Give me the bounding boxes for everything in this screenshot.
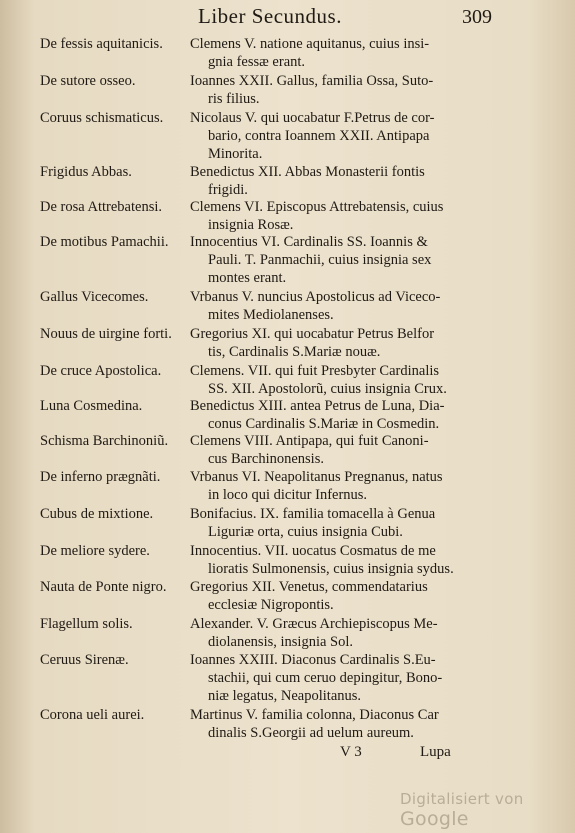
entry-text-line: stachii, qui cum ceruo depingitur, Bono-: [208, 670, 443, 686]
page-header: [0, 4, 575, 30]
entry-text-line: frigidi.: [208, 182, 248, 198]
entry-text-line: Benedictus XIII. antea Petrus de Luna, Dia-: [190, 398, 445, 414]
entry-motto: Schisma Barchinoniũ.: [40, 433, 169, 449]
entry-text-line: bario, contra Ioannem XXII. Antipapa: [208, 128, 430, 144]
entry-motto: De cruce Apostolica.: [40, 363, 162, 379]
entry-text-line: Clemens VIII. Antipapa, qui fuit Canoni-: [190, 433, 429, 449]
watermark-prefix: Digitalisiert von: [400, 790, 524, 808]
entry-text-line: tis, Cardinalis S.Mariæ nouæ.: [208, 344, 381, 360]
entry-text-line: Minorita.: [208, 146, 263, 162]
entry-text-line: SS. XII. Apostolorũ, cuius insignia Crux.: [208, 381, 447, 397]
entry-motto: Gallus Vicecomes.: [40, 289, 149, 305]
page-number: 309: [462, 6, 492, 28]
entry-text-line: montes erant.: [208, 270, 287, 286]
entry-motto: Coruus schismaticus.: [40, 110, 164, 126]
entry-motto: De motibus Pamachii.: [40, 234, 169, 250]
running-title: Liber Secundus.: [198, 4, 342, 28]
catchword: Lupa: [420, 744, 451, 760]
entry-text-line: Vrbanus V. nuncius Apostolicus ad Viceco-: [190, 289, 441, 305]
entry-motto: Nouus de uirgine forti.: [40, 326, 172, 342]
entry-text-line: Vrbanus VI. Neapolitanus Pregnanus, natus: [190, 469, 443, 485]
entry-text-line: gnia fessæ erant.: [208, 54, 306, 70]
entry-text-line: Bonifacius. IX. familia tomacella à Genua: [190, 506, 436, 522]
entry-motto: De meliore sydere.: [40, 543, 150, 559]
entry-text-line: conus Cardinalis S.Mariæ in Cosmedin.: [208, 416, 440, 432]
entry-text-line: diolanensis, insignia Sol.: [208, 634, 353, 650]
entry-motto: De rosa Attrebatensi.: [40, 199, 163, 215]
entry-text-line: Ioannes XXII. Gallus, familia Ossa, Suto-: [190, 73, 434, 89]
page-footer: [0, 744, 575, 768]
entry-text-line: Clemens VI. Episcopus Attrebatensis, cuius: [190, 199, 444, 215]
entry-motto: Cubus de mixtione.: [40, 506, 154, 522]
entry-motto: De sutore osseo.: [40, 73, 136, 89]
entry-text-line: Nicolaus V. qui uocabatur F.Petrus de cor-: [190, 110, 435, 126]
entry-text-line: insignia Rosæ.: [208, 217, 294, 233]
entry-text-line: in loco qui dicitur Infernus.: [208, 487, 368, 503]
entry-motto: Luna Cosmedina.: [40, 398, 143, 414]
entry-motto: De inferno prægnãti.: [40, 469, 161, 485]
entry-text-line: Gregorius XI. qui uocabatur Petrus Belfor: [190, 326, 435, 342]
entry-text-line: Pauli. T. Panmachii, cuius insignia sex: [208, 252, 432, 268]
entry-text-line: Benedictus XII. Abbas Monasterii fontis: [190, 164, 425, 180]
entry-motto: Nauta de Ponte nigro.: [40, 579, 167, 595]
entry-text-line: Innocentius VI. Cardinalis SS. Ioannis &: [190, 234, 428, 250]
entry-text-line: Ioannes XXIII. Diaconus Cardinalis S.Eu-: [190, 652, 436, 668]
entry-motto: Corona ueli aurei.: [40, 707, 145, 723]
entry-text-line: cus Barchinonensis.: [208, 451, 324, 467]
entry-text-line: ecclesiæ Nigropontis.: [208, 597, 334, 613]
entry-text-line: lioratis Sulmonensis, cuius insignia sydus.: [208, 561, 454, 577]
digitization-watermark: [400, 790, 575, 830]
entry-text-line: dinalis S.Georgii ad uelum aureum.: [208, 725, 414, 741]
signature-mark: V 3: [340, 744, 362, 760]
entry-text-line: Clemens. VII. qui fuit Presbyter Cardinalis: [190, 363, 440, 379]
entry-text-line: mites Mediolanenses.: [208, 307, 334, 323]
entry-motto: Ceruus Sirenæ.: [40, 652, 129, 668]
entry-text-line: ris filius.: [208, 91, 260, 107]
entry-text-line: Liguriæ orta, cuius insignia Cubi.: [208, 524, 403, 540]
entry-motto: De fessis aquitanicis.: [40, 36, 163, 52]
watermark-brand: Google: [400, 808, 469, 830]
entry-text-line: niæ legatus, Neapolitanus.: [208, 688, 362, 704]
entry-text-line: Martinus V. familia colonna, Diaconus Car: [190, 707, 439, 723]
entry-text-line: Innocentius. VII. uocatus Cosmatus de me: [190, 543, 436, 559]
entry-motto: Frigidus Abbas.: [40, 164, 132, 180]
entry-motto: Flagellum solis.: [40, 616, 133, 632]
entry-text-line: Clemens V. natione aquitanus, cuius insi-: [190, 36, 430, 52]
entry-text-line: Gregorius XII. Venetus, commendatarius: [190, 579, 428, 595]
entry-text-line: Alexander. V. Græcus Archiepiscopus Me-: [190, 616, 438, 632]
